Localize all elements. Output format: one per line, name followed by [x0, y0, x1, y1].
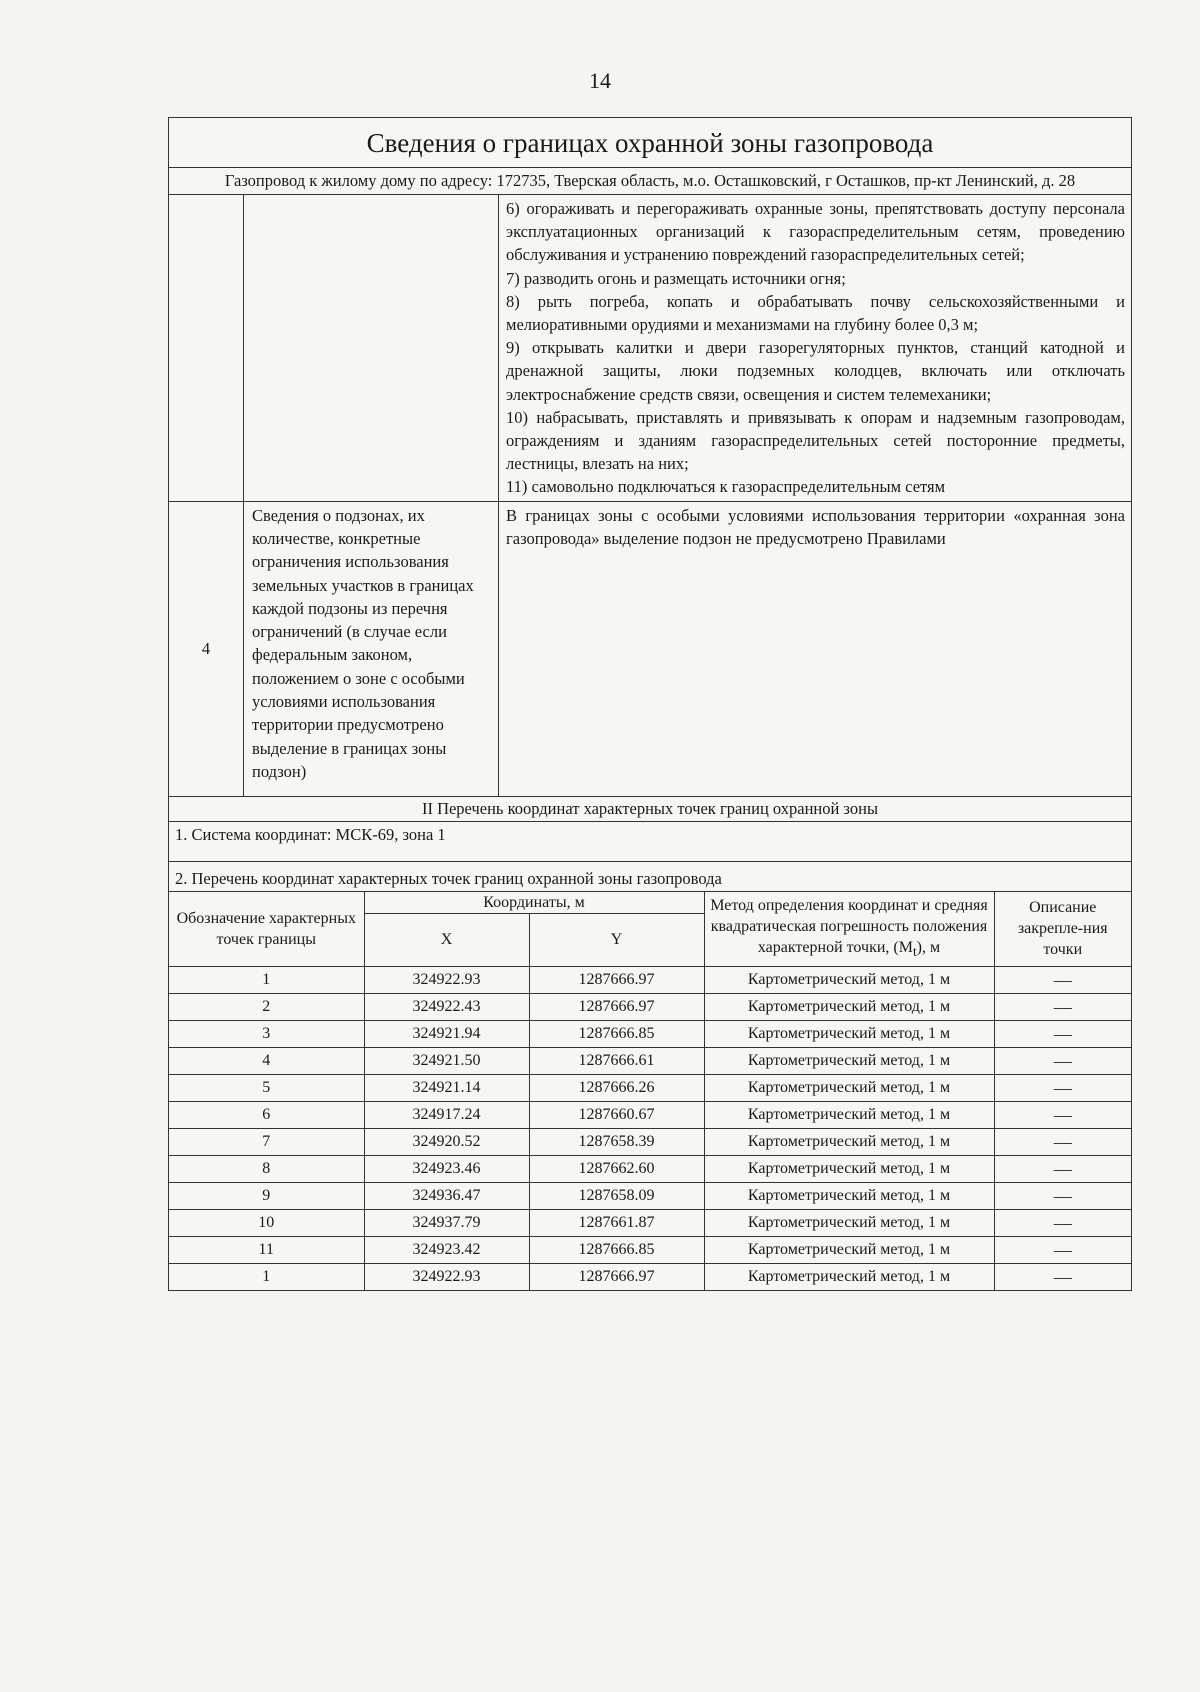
x-header: X	[364, 913, 529, 966]
point-cell: 10	[169, 1209, 364, 1236]
method-cell: Картометрический метод, 1 м	[704, 993, 994, 1020]
method-header-sub: t	[912, 944, 917, 960]
table-row	[169, 1101, 1131, 1128]
x-cell: 324921.14	[364, 1074, 529, 1101]
restriction-item: 6) огораживать и перегораживать охранные зоны, препятствовать доступу персонала эксплуатационных организаций к газораспределительным сетям, проведению обслуживания и устранению повреждений газораспределительных сетей;	[506, 199, 1125, 265]
restrictions-row	[169, 195, 1131, 502]
description-cell: —	[994, 1263, 1131, 1290]
point-cell: 9	[169, 1182, 364, 1209]
x-cell: 324920.52	[364, 1128, 529, 1155]
point-cell: 11	[169, 1236, 364, 1263]
point-cell: 4	[169, 1047, 364, 1074]
description-cell: —	[994, 1020, 1131, 1047]
y-cell: 1287660.67	[529, 1101, 704, 1128]
section-title: II Перечень координат характерных точек границ охранной зоны	[169, 797, 1131, 822]
point-cell: 3	[169, 1020, 364, 1047]
method-header-tail: ), м	[916, 939, 941, 957]
document-table	[168, 117, 1132, 1291]
restriction-item: 10) набрасывать, приставлять и привязывать к опорам и надземным газопроводам, ограждениям и зданиям газораспределительных сетей посторонние предметы, лестницы, влезать на них;	[506, 407, 1125, 474]
y-cell: 1287666.97	[529, 966, 704, 993]
row-name: Сведения о подзонах, их количестве, конкретные ограничения использования земельных участков в границах каждой подзоны из перечня ограничений (в случае если федеральным законом, положением о зоне с особыми условиями использования территории предусмотрено выделение в границах зоны подзон)	[244, 502, 499, 796]
table-row	[169, 1074, 1131, 1101]
method-cell: Картометрический метод, 1 м	[704, 1236, 994, 1263]
method-header-text: Метод определения координат и средняя квадратическая погрешность положения характерной точки, (M	[710, 897, 988, 957]
description-cell: —	[994, 993, 1131, 1020]
x-cell: 324923.46	[364, 1155, 529, 1182]
restriction-item: 7) разводить огонь и размещать источники огня;	[506, 268, 846, 288]
restriction-item: 11) самовольно подключаться к газораспределительным сетям	[506, 477, 946, 497]
method-cell: Картометрический метод, 1 м	[704, 1155, 994, 1182]
y-header: Y	[529, 913, 704, 966]
method-cell: Картометрический метод, 1 м	[704, 1209, 994, 1236]
method-header	[704, 891, 994, 966]
point-cell: 1	[169, 966, 364, 993]
description-cell: —	[994, 1101, 1131, 1128]
coordinates-body	[169, 966, 1131, 1290]
description-cell: —	[994, 966, 1131, 993]
row-value: В границах зоны с особыми условиями использования территории «охранная зона газопровода» выделение подзон не предусмотрено Правилами	[506, 505, 1125, 548]
table-row	[169, 1263, 1131, 1290]
table-row	[169, 1128, 1131, 1155]
x-cell: 324917.24	[364, 1101, 529, 1128]
y-cell: 1287666.61	[529, 1047, 704, 1074]
row-number-cell	[169, 195, 244, 501]
table-row	[169, 993, 1131, 1020]
point-cell: 6	[169, 1101, 364, 1128]
method-cell: Картометрический метод, 1 м	[704, 966, 994, 993]
method-cell: Картометрический метод, 1 м	[704, 1128, 994, 1155]
description-cell: —	[994, 1155, 1131, 1182]
table-row	[169, 966, 1131, 993]
description-header: Описание закрепле-ния точки	[994, 891, 1131, 966]
description-cell: —	[994, 1128, 1131, 1155]
x-cell: 324937.79	[364, 1209, 529, 1236]
points-list-title: 2. Перечень координат характерных точек границ охранной зоны газопровода	[175, 868, 722, 888]
x-cell: 324921.50	[364, 1047, 529, 1074]
method-cell: Картометрический метод, 1 м	[704, 1101, 994, 1128]
description-cell: —	[994, 1209, 1131, 1236]
description-cell: —	[994, 1074, 1131, 1101]
coords-header: Координаты, м	[364, 891, 704, 913]
y-cell: 1287666.97	[529, 993, 704, 1020]
y-cell: 1287666.85	[529, 1236, 704, 1263]
object-address: Газопровод к жилому дому по адресу: 172735, Тверская область, м.о. Осташковский, г Осташков, пр-кт Ленинский, д. 28	[169, 168, 1131, 195]
method-cell: Картометрический метод, 1 м	[704, 1263, 994, 1290]
x-cell: 324921.94	[364, 1020, 529, 1047]
x-cell: 324922.93	[364, 966, 529, 993]
point-cell: 7	[169, 1128, 364, 1155]
restrictions-list	[499, 195, 1131, 501]
x-cell: 324923.42	[364, 1236, 529, 1263]
method-cell: Картометрический метод, 1 м	[704, 1074, 994, 1101]
y-cell: 1287661.87	[529, 1209, 704, 1236]
point-cell: 2	[169, 993, 364, 1020]
y-cell: 1287666.97	[529, 1263, 704, 1290]
y-cell: 1287658.39	[529, 1128, 704, 1155]
point-cell: 8	[169, 1155, 364, 1182]
table-row	[169, 1236, 1131, 1263]
x-cell: 324922.93	[364, 1263, 529, 1290]
method-cell: Картометрический метод, 1 м	[704, 1182, 994, 1209]
table-row	[169, 1155, 1131, 1182]
y-cell: 1287662.60	[529, 1155, 704, 1182]
description-cell: —	[994, 1047, 1131, 1074]
table-row	[169, 1020, 1131, 1047]
description-cell: —	[994, 1182, 1131, 1209]
coordinates-table	[169, 891, 1131, 1290]
method-cell: Картометрический метод, 1 м	[704, 1020, 994, 1047]
table-row	[169, 1182, 1131, 1209]
y-cell: 1287666.26	[529, 1074, 704, 1101]
row-number: 4	[169, 502, 244, 796]
document-title: Сведения о границах охранной зоны газопровода	[169, 118, 1131, 168]
table-row	[169, 1047, 1131, 1074]
x-cell: 324936.47	[364, 1182, 529, 1209]
restriction-item: 8) рыть погреба, копать и обрабатывать почву сельскохозяйственными и мелиоративными орудиями и механизмами на глубину более 0,3 м;	[506, 291, 1125, 335]
subzones-row	[169, 502, 1131, 797]
restriction-item: 9) открывать калитки и двери газорегуляторных пунктов, станций катодной и дренажной защиты, люки подземных колодцев, включать или отключать электроснабжение средств связи, освещения и систем телемеханики;	[506, 338, 1125, 404]
coordinate-system: 1. Система координат: МСК-69, зона 1	[169, 822, 1131, 862]
page-number: 14	[589, 68, 611, 93]
y-cell: 1287666.85	[529, 1020, 704, 1047]
row-name-cell	[244, 195, 499, 501]
point-cell: 1	[169, 1263, 364, 1290]
x-cell: 324922.43	[364, 993, 529, 1020]
description-cell: —	[994, 1236, 1131, 1263]
y-cell: 1287658.09	[529, 1182, 704, 1209]
method-cell: Картометрический метод, 1 м	[704, 1047, 994, 1074]
point-header: Обозначение характерных точек границы	[169, 891, 364, 966]
point-cell: 5	[169, 1074, 364, 1101]
table-row	[169, 1209, 1131, 1236]
